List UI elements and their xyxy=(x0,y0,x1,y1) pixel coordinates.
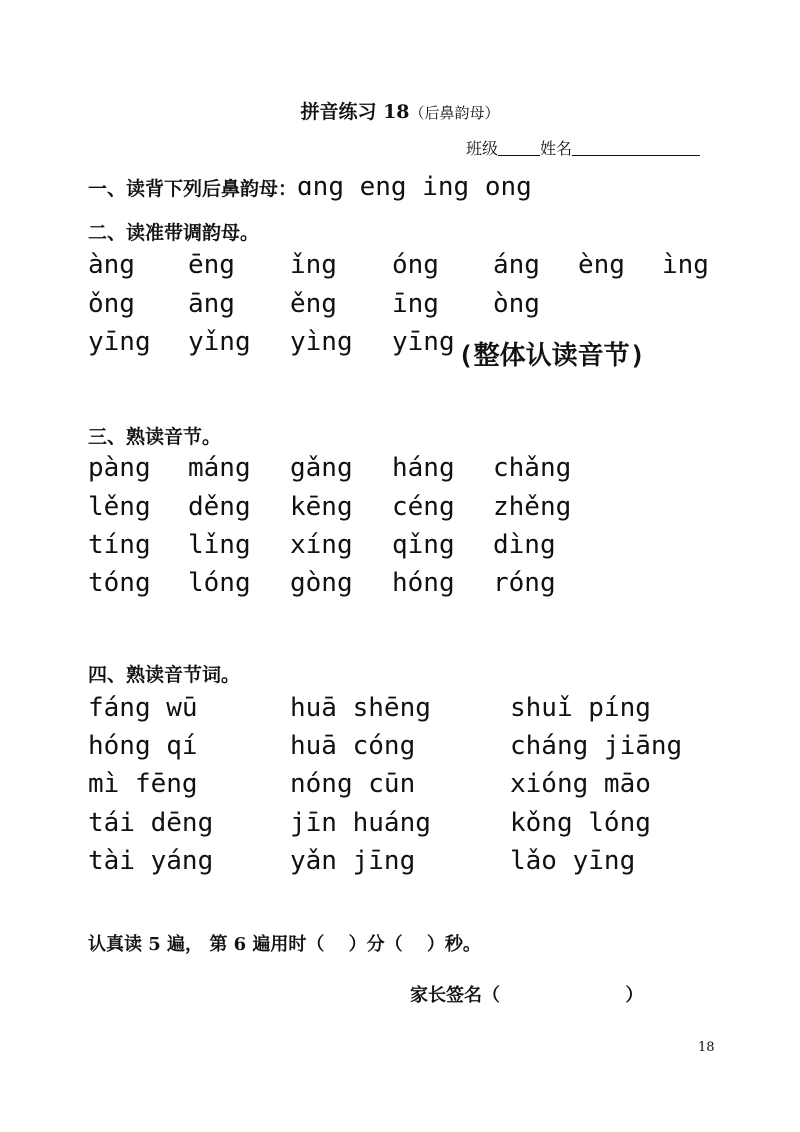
name-blank[interactable] xyxy=(572,139,700,156)
section1-finals: ɑng eng ing ong xyxy=(297,172,532,202)
word-row xyxy=(88,693,788,727)
section1-label: 一、读背下列后鼻韵母： xyxy=(88,178,298,200)
pinyin-item: máng xyxy=(188,453,251,483)
word-row xyxy=(88,769,788,803)
pinyin-item: ìng xyxy=(662,250,709,280)
pinyin-item: róng xyxy=(493,568,556,598)
whole-syllable-note: (整体认读音节) xyxy=(458,341,646,371)
pinyin-item: àng xyxy=(88,250,135,280)
pinyin-item: děng xyxy=(188,492,251,522)
word-row xyxy=(88,731,788,765)
pinyin-item: kǒng lóng xyxy=(510,808,651,838)
pinyin-item: āng xyxy=(188,289,235,319)
syllable-row xyxy=(88,453,788,487)
pinyin-item: huā shēng xyxy=(290,693,431,723)
pinyin-item: háng xyxy=(392,453,455,483)
pinyin-item: xíng xyxy=(290,530,353,560)
pinyin-item: céng xyxy=(392,492,455,522)
pinyin-item: chǎng xyxy=(493,453,572,483)
pinyin-item: ǐng xyxy=(290,250,337,280)
title-subtitle: （后鼻韵母） xyxy=(409,104,500,122)
syllable-row xyxy=(88,492,788,526)
toned-finals-row xyxy=(88,289,788,323)
pinyin-item: nóng cūn xyxy=(290,769,416,799)
word-row xyxy=(88,808,788,842)
reading-time-line: 认真读 5 遍， 第 6 遍用时（ ）分（ ）秒。 xyxy=(88,934,481,955)
pinyin-item: zhěng xyxy=(493,492,572,522)
pinyin-item: qǐng xyxy=(392,530,455,560)
name-label: 姓名 xyxy=(540,139,573,158)
class-blank[interactable] xyxy=(498,139,540,156)
section3-label: 三、熟读音节。 xyxy=(88,426,222,448)
pinyin-item: lěng xyxy=(88,492,151,522)
pinyin-item: īng xyxy=(392,289,439,319)
toned-finals-row xyxy=(88,250,788,284)
pinyin-item: fáng wū xyxy=(88,693,198,723)
pinyin-item: pàng xyxy=(88,453,151,483)
section1-line xyxy=(88,172,532,202)
toned-finals-row xyxy=(88,327,788,371)
class-name-line xyxy=(466,136,700,159)
pinyin-item: cháng jiāng xyxy=(510,731,683,761)
pinyin-item: gòng xyxy=(290,568,353,598)
pinyin-item: tóng xyxy=(88,568,151,598)
pinyin-item: shuǐ píng xyxy=(510,693,651,723)
pinyin-item: hóng xyxy=(392,568,455,598)
pinyin-item: lǎo yīng xyxy=(510,846,636,876)
title-main: 拼音练习 18 xyxy=(300,101,410,123)
pinyin-item: lóng xyxy=(188,568,251,598)
pinyin-item: óng xyxy=(392,250,439,280)
pinyin-item: áng xyxy=(493,250,540,280)
pinyin-item: òng xyxy=(493,289,540,319)
pinyin-item: mì fēng xyxy=(88,769,198,799)
parent-signature-line: 家长签名（ ） xyxy=(410,985,644,1006)
pinyin-item: èng xyxy=(578,250,625,280)
pinyin-item: lǐng xyxy=(188,530,251,560)
pinyin-item: huā cóng xyxy=(290,731,416,761)
pinyin-item: kēng xyxy=(290,492,353,522)
pinyin-item: yǐng xyxy=(188,327,251,357)
section4-label: 四、熟读音节词。 xyxy=(88,664,241,686)
class-label: 班级 xyxy=(466,139,499,158)
pinyin-item: ěng xyxy=(290,289,337,319)
pinyin-item: yìng xyxy=(290,327,353,357)
pinyin-item: xióng māo xyxy=(510,769,651,799)
page-number: 18 xyxy=(698,1040,715,1055)
pinyin-item: tái dēng xyxy=(88,808,214,838)
pinyin-item: dìng xyxy=(493,530,556,560)
pinyin-item: tíng xyxy=(88,530,151,560)
pinyin-item: ǒng xyxy=(88,289,135,319)
syllable-row xyxy=(88,530,788,564)
pinyin-item: ēng xyxy=(188,250,235,280)
section2-label: 二、读准带调韵母。 xyxy=(88,222,260,244)
pinyin-item: yǎn jīng xyxy=(290,846,416,876)
syllable-row xyxy=(88,568,788,602)
pinyin-item: jīn huáng xyxy=(290,808,431,838)
pinyin-item: gǎng xyxy=(290,453,353,483)
pinyin-item: yīng xyxy=(88,327,151,357)
pinyin-item: hóng qí xyxy=(88,731,198,761)
word-row xyxy=(88,846,788,880)
page-title xyxy=(0,97,800,124)
pinyin-item: tài yáng xyxy=(88,846,214,876)
pinyin-item: yīng xyxy=(392,327,455,357)
